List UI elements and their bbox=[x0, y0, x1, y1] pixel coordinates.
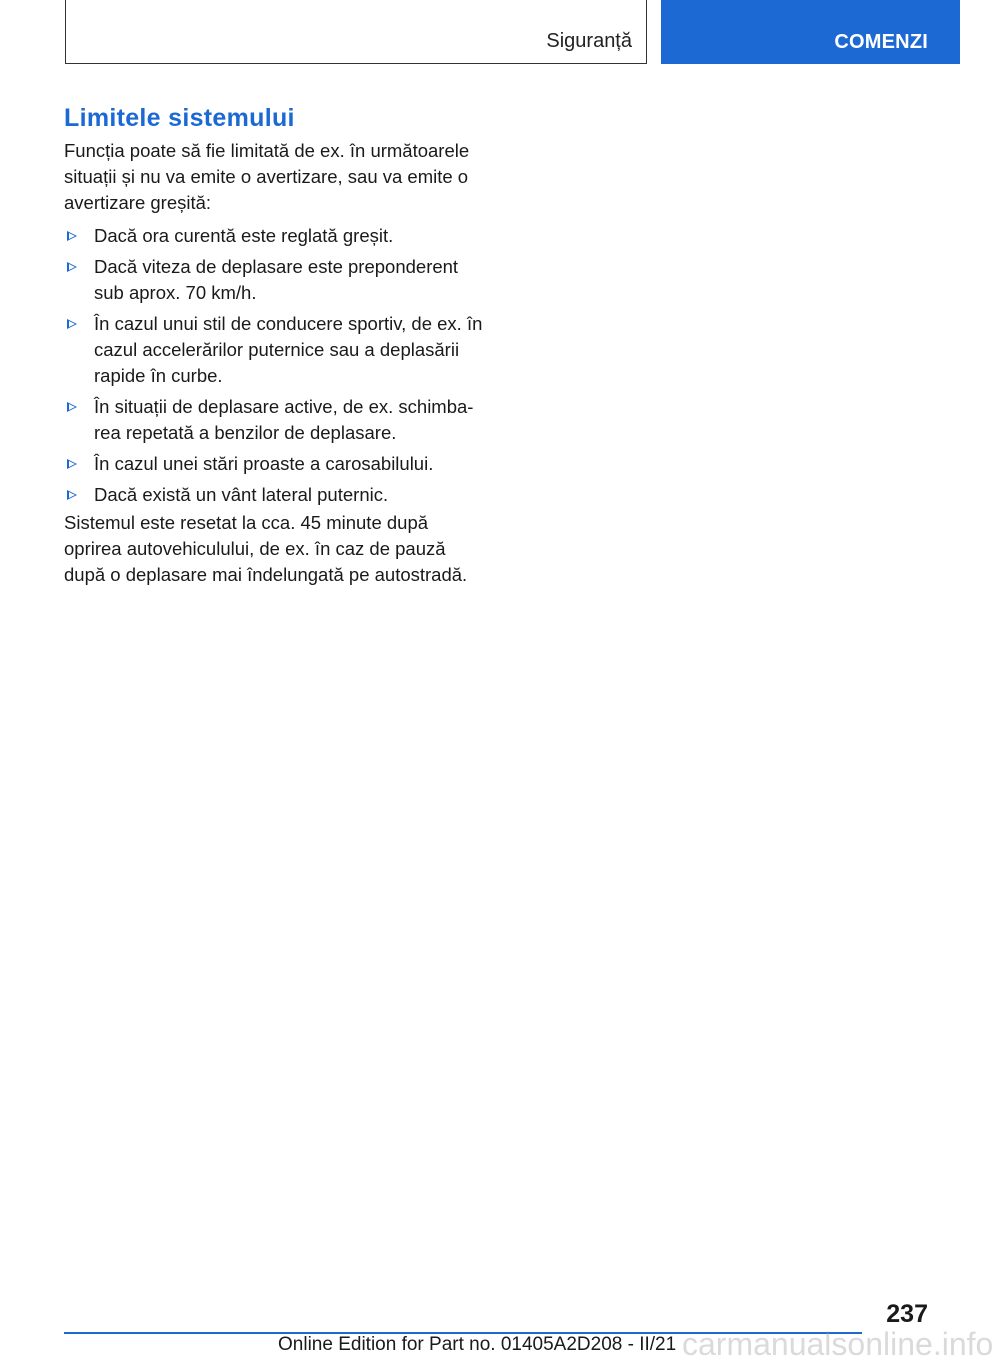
triangle-bullet-icon bbox=[67, 262, 77, 272]
list-item-text: Dacă există un vânt lateral puternic. bbox=[94, 484, 389, 505]
chapter-tab[interactable] bbox=[661, 0, 960, 64]
triangle-bullet-icon bbox=[67, 402, 77, 412]
list-item bbox=[64, 394, 484, 446]
closing-paragraph: Sistemul este resetat la cca. 45 minute după oprirea autovehiculului, de ex. în caz de pauză după o deplasare mai îndelungată pe autostradă. bbox=[64, 512, 468, 585]
triangle-bullet-icon bbox=[67, 231, 77, 241]
chapter-label: COMENZI bbox=[834, 31, 928, 53]
list-item bbox=[64, 223, 484, 249]
list-item-text: Dacă viteza de deplasare este preponderent sub aprox. 70 km/h. bbox=[94, 256, 459, 303]
list-item bbox=[64, 254, 484, 306]
list-item-text: Dacă ora curentă este reglată greșit. bbox=[94, 225, 394, 246]
section-title: Siguranță bbox=[546, 30, 632, 52]
list-item-text: În cazul unei stări proaste a carosabilului. bbox=[94, 453, 434, 474]
list-item bbox=[64, 311, 484, 389]
list-item-text: În situații de deplasare active, de ex. schimbarea repetată a benzilor de deplasare. bbox=[94, 396, 474, 443]
intro-paragraph: Funcția poate să fie limitată de ex. în următoarele situații și nu va emite o avertizare, sau va emite o avertizare greșită: bbox=[64, 140, 470, 213]
edition-footer: Online Edition for Part no. 01405A2D208 - II/21 bbox=[278, 1334, 677, 1355]
list-item bbox=[64, 482, 484, 508]
page-title: Limitele sistemului bbox=[64, 104, 295, 132]
list-item-text: În cazul unui stil de conducere sportiv, de ex. în cazul accelerărilor puternice sau a deplasării rapide în curbe. bbox=[94, 313, 483, 386]
triangle-bullet-icon bbox=[67, 459, 77, 469]
triangle-bullet-icon bbox=[67, 490, 77, 500]
triangle-bullet-icon bbox=[67, 319, 77, 329]
page-number: 237 bbox=[886, 1300, 928, 1328]
main-content bbox=[64, 100, 484, 588]
limitations-list bbox=[64, 223, 484, 508]
header-section-box bbox=[65, 0, 647, 64]
watermark: carmanualsonline.info bbox=[682, 1326, 993, 1362]
list-item bbox=[64, 451, 484, 477]
